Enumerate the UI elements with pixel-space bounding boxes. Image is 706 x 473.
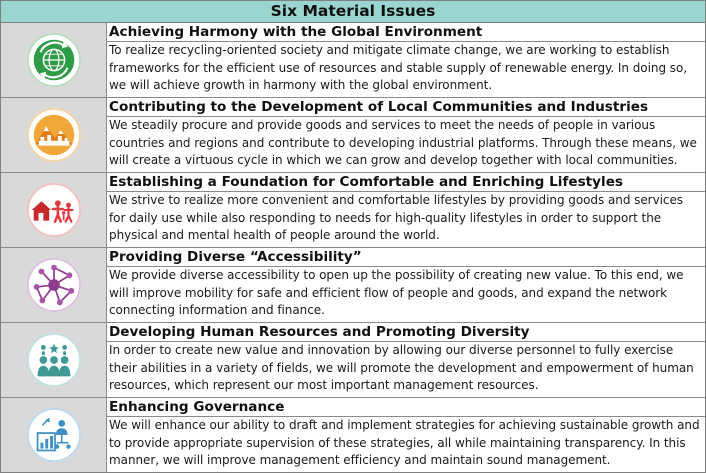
issue-row <box>1 173 705 248</box>
issue-body: We strive to realize more convenient and comfortable lifestyles by providing goods and services for daily use while also responding to needs for high-quality lifestyles in order to support the physical and mental health of people around the world. <box>109 193 683 243</box>
network-hub-icon <box>25 256 83 314</box>
people-diversity-icon <box>25 331 83 389</box>
issue-text-cell <box>107 173 705 247</box>
issue-icon-cell <box>1 323 107 397</box>
issue-text-cell <box>107 23 705 97</box>
issue-body: We provide diverse accessibility to open up the possibility of creating new value. To this end, we will improve mobility for safe and efficient flow of people and goods, and expand the network connecting information and finance. <box>109 268 684 318</box>
issue-row <box>1 323 705 398</box>
issue-row <box>1 98 705 173</box>
issue-heading: Establishing a Foundation for Comfortable and Enriching Lifestyles <box>107 173 705 192</box>
issue-text-cell <box>107 398 705 472</box>
issue-text-cell <box>107 98 705 172</box>
globe-recycle-icon <box>25 31 83 89</box>
issue-icon-cell <box>1 23 107 97</box>
issue-body: In order to create new value and innovation by allowing our diverse personnel to fully exercise their abilities in a variety of fields, we will promote the development and empowerment of human resources, which represent our most important management resources. <box>109 343 694 393</box>
issue-text-cell <box>107 248 705 322</box>
issue-body: To realize recycling-oriented society and mitigate climate change, we are working to establish frameworks for the efficient use of resources and stable supply of renewable energy. In doing so, we will achieve growth in harmony with the global environment. <box>109 43 688 93</box>
issue-body: We will enhance our ability to draft and implement strategies for achieving sustainable growth and to provide appropriate supervision of these strategies, all while maintaining transparency. In this manner, we will improve management efficiency and maintain sound management. <box>109 418 700 468</box>
issue-row <box>1 398 705 472</box>
issue-text-cell <box>107 323 705 397</box>
house-family-icon <box>25 181 83 239</box>
issue-heading: Contributing to the Development of Local Communities and Industries <box>107 98 705 117</box>
issue-heading: Providing Diverse “Accessibility” <box>107 248 705 267</box>
issue-icon-cell <box>1 173 107 247</box>
governance-chart-icon <box>25 406 83 464</box>
issue-heading: Achieving Harmony with the Global Environment <box>107 23 705 42</box>
issue-heading: Developing Human Resources and Promoting Diversity <box>107 323 705 342</box>
issue-heading: Enhancing Governance <box>107 398 705 417</box>
community-mountains-icon <box>25 106 83 164</box>
issue-icon-cell <box>1 398 107 472</box>
issue-icon-cell <box>1 98 107 172</box>
issue-body: We steadily procure and provide goods and services to meet the needs of people in various countries and regions and contribute to developing industrial platforms. Through these means, we will create a virtuous cycle in which we can grow and develop together with local communities. <box>109 118 697 168</box>
issue-icon-cell <box>1 248 107 322</box>
issue-row <box>1 248 705 323</box>
issue-row <box>1 23 705 98</box>
table-title: Six Material Issues <box>1 1 705 23</box>
